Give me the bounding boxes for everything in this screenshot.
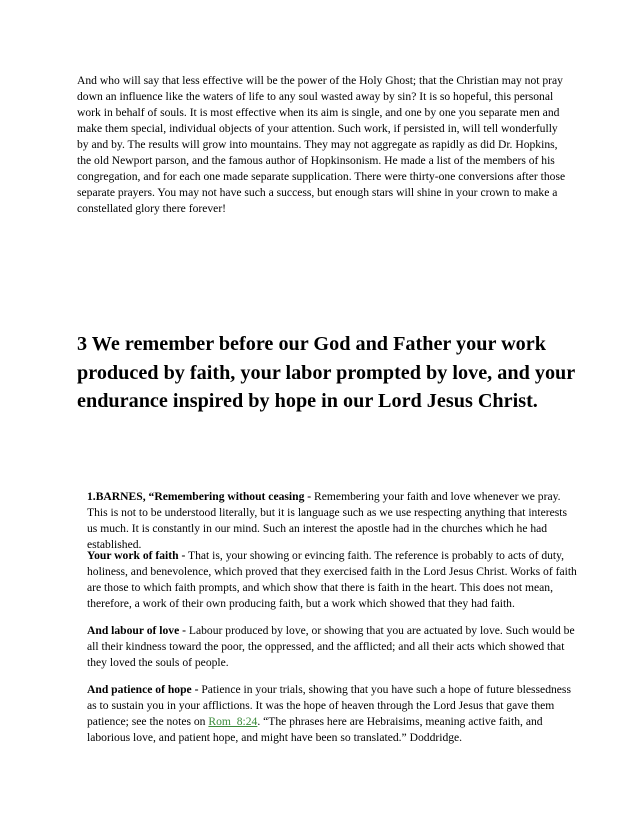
faith-label: Your work of faith -: [87, 549, 186, 562]
barnes-text: Remembering your faith and love whenever we pray. This is not to be understood literally, but it is language such as we use respecting anything that interests us much. It is constantly in our mind. Such an interest the apostle had in the churches which he had established.: [87, 490, 567, 551]
barnes-commentary-paragraph: [77, 489, 577, 553]
scripture-reference-link[interactable]: Rom_8:24: [208, 715, 258, 728]
love-commentary-paragraph: [77, 623, 577, 671]
love-label: And labour of love -: [87, 624, 186, 637]
faith-commentary-paragraph: [77, 548, 577, 612]
love-text: Labour produced by love, or showing that you are actuated by love. Such would be all their kindness toward the poor, the oppressed, and the afflicted; and all their acts which showed that they loved the souls of people.: [87, 624, 575, 669]
hope-label: And patience of hope -: [87, 683, 199, 696]
hope-commentary-paragraph: [77, 682, 577, 746]
barnes-label: 1.BARNES, “Remembering without ceasing -: [87, 490, 312, 503]
intro-paragraph: And who will say that less effective will be the power of the Holy Ghost; that the Christian may not pray down an influence like the waters of life to any soul wasted away by sin? It is so hopeful, this personal work in behalf of souls. It is most effective when its aim is single, and one by one you separate men and make them special, individual objects of your attention. Such work, if persisted in, will tell wonderfully by and by. The results will grow into mountains. They may not aggregate as rapidly as did Dr. Hopkins, the old Newport parson, and the famous author of Hopkinsonism. He made a list of the members of his congregation, and for each one made separate supplication. There were thirty-one conversions after those separate prayers. You may not have such a success, but enough stars will shine in your crown to make a constellated glory there forever!: [77, 74, 566, 215]
verse-heading: 3 We remember before our God and Father your work produced by faith, your labor prompted by love, and your endurance inspired by hope in our Lord Jesus Christ.: [77, 333, 575, 412]
hope-text-before-link: Patience in your trials, showing that you have such a hope of future blessedness as to sustain you in your afflictions. It was the hope of heaven through the Lord Jesus that gave them patience; see the notes on: [87, 683, 571, 728]
faith-text: That is, your showing or evincing faith. The reference is probably to acts of duty, holiness, and benevolence, which proved that they exercised faith in the Lord Jesus Christ. Works of faith are those to which faith prompts, and which show that there is faith in the heart. This does not mean, therefore, a work of their own producing faith, but a work which showed that they had faith.: [87, 549, 577, 610]
hope-text-after-link: . “The phrases here are Hebraisims, meaning active faith, and laborious love, and patient hope, and might have been so translated.” Doddridge.: [87, 715, 543, 744]
